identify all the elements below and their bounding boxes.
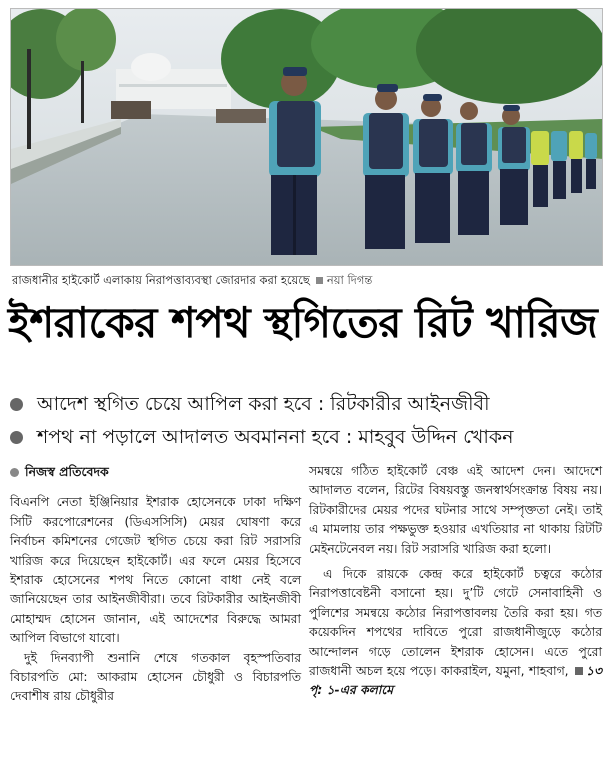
article-paragraph: বিএনপি নেতা ইঞ্জিনিয়ার ইশরাক হোসেনকে ঢাকা দক্ষিণ সিটি করপোরেশনের (ডিএসসিসি) মেয়র ঘোষণা করে নির্বাচন কমিশনের গেজেট স্থগিত চেয়ে করা রিট সরাসরি খারিজ করে দিয়েছেন হাইকোর্ট। এর ফলে মেয়র হিসেবে ইশরাক হোসেনের শপথ নিতে কোনো বাধা নেই বলে জানিয়েছেন তার আইনজীবীরা। তবে রিটকারীর আইনজীবী মোহাম্মদ হোসেন জানান, এই আদেশের বিরুদ্ধে আমরা আপিল বিভাগে যাবো। xyxy=(10,495,301,646)
caption-text: রাজধানীর হাইকোর্ট এলাকায় নিরাপত্তাব্যবস্থা জোরদার করা হয়েছে xyxy=(12,273,310,287)
bullet-icon xyxy=(10,431,23,444)
photo-credit: নয়া দিগন্ত xyxy=(326,273,373,287)
reporter-byline xyxy=(10,462,301,481)
subheadline-1 xyxy=(10,390,606,422)
bullet-icon xyxy=(10,398,23,411)
article-paragraph-text: এ দিকে রায়কে কেন্দ্র করে হাইকোর্ট চত্বরে কঠোর নিরাপত্তাবেষ্টনী বসানো হয়। দু’টি গেটে সেনাবাহিনী ও পুলিশের সমন্বয়ে কঠোর নিরাপত্তাবলয় তৈরি করা হয়। গত কয়েকদিন শপথের দাবিতে পুরো রাজধানীজুড়ে কঠোর আন্দোলন গড়ে তোলেন ইশরাক হোসেন। এতে পুরো রাজধানী অচল হয়ে পড়ে। কাকরাইল, যমুনা, শাহবাগ, xyxy=(309,567,602,679)
news-photo xyxy=(10,8,603,266)
subheadline-text: আদেশ স্থগিত চেয়ে আপিল করা হবে : রিটকারীর আইনজীবী xyxy=(37,393,490,415)
article-paragraph: দুই দিনব্যাপী শুনানি শেষে গতকাল বৃহস্পতিবার বিচারপতি মো: আকরাম হোসেন চৌধুরী ও বিচারপতি দেবাশীষ রায় চৌধুরীর xyxy=(10,650,301,704)
reporter-name: নিজস্ব প্রতিবেদক xyxy=(25,464,109,479)
subheadline-text: শপথ না পড়ালে আদালত অবমাননা হবে : মাহবুব উদ্দিন খোকন xyxy=(37,426,514,448)
bullet-icon xyxy=(10,468,19,477)
square-icon xyxy=(575,667,583,675)
square-icon xyxy=(316,277,323,284)
article-column-right xyxy=(309,462,602,701)
article-column-left xyxy=(10,462,301,707)
article-paragraph xyxy=(309,565,602,701)
continued-link[interactable]: ১৩ পৃ: ১-এর কলামে xyxy=(309,664,602,698)
subheadline-2 xyxy=(10,423,606,455)
police-line-photo xyxy=(11,9,603,266)
headline: ইশরাকের শপথ স্থগিতের রিট খারিজ xyxy=(8,298,598,347)
photo-caption xyxy=(12,272,602,291)
article-paragraph: সমন্বয়ে গঠিত হাইকোর্ট বেঞ্চ এই আদেশ দেন। আদেশে আদালত বলেন, রিটের বিষয়বস্তু জনস্বার্থসংক্রান্ত বিষয় নয়। রিটকারীদের মেয়র পদের ঘটনার সাথে সম্পৃক্ততা নেই। তাই এ মামলায় তার পক্ষভুক্ত হওয়ার এখতিয়ার না থাকায় রিটটি মেইনটেনেবল নয়। রিট সরাসরি খারিজ করা হলো। xyxy=(309,464,602,556)
